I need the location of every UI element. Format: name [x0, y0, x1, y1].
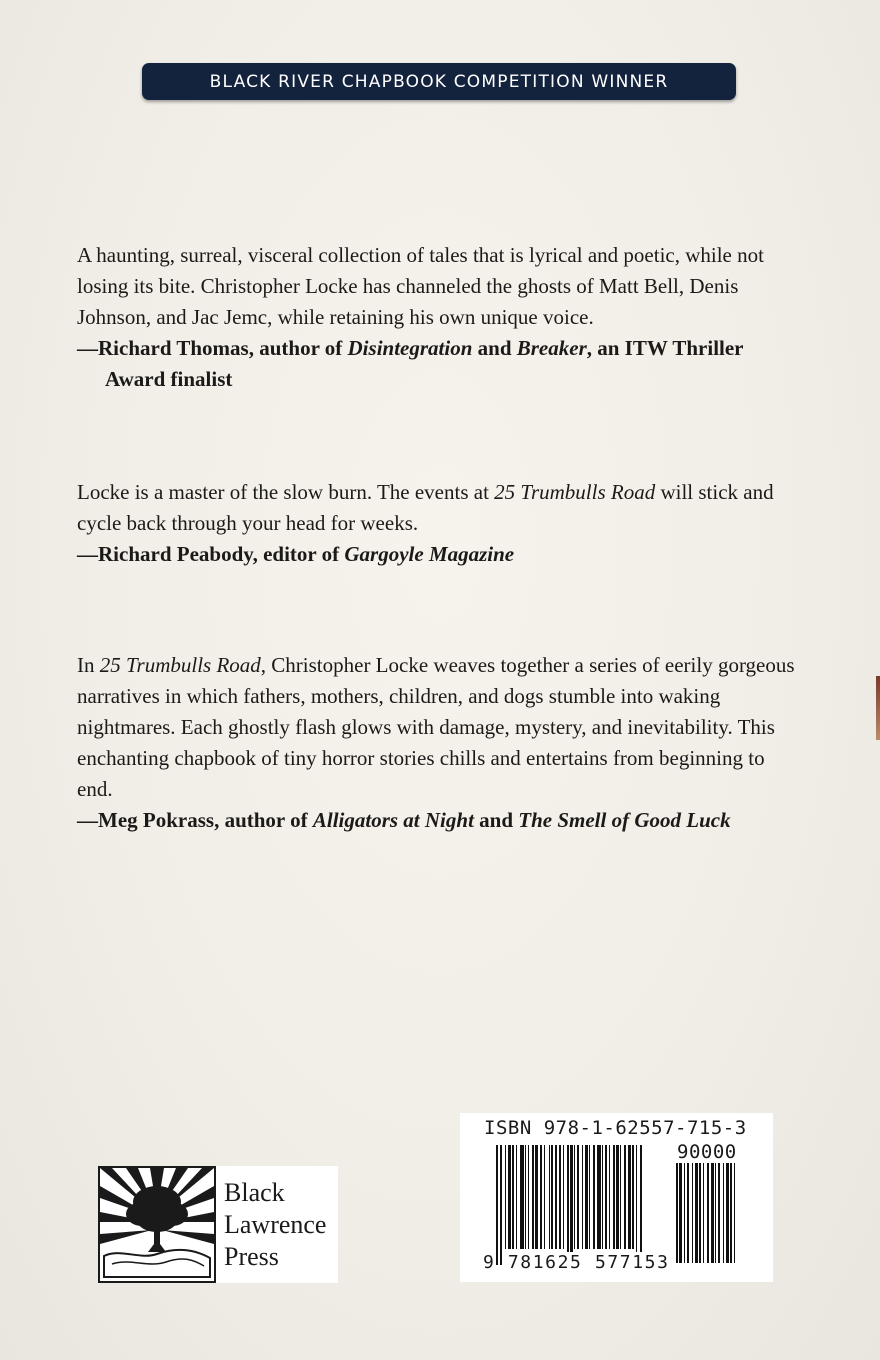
- barcode-bar: [589, 1145, 590, 1249]
- barcode-bar: [549, 1145, 550, 1249]
- barcode-bar: [723, 1163, 724, 1263]
- barcode-bar: [559, 1145, 561, 1249]
- barcode-bar: [624, 1145, 626, 1249]
- publisher-name-line: Black: [224, 1178, 285, 1207]
- barcode-bar: [582, 1145, 583, 1249]
- barcode-bar: [730, 1163, 732, 1263]
- quote-text: , Christopher Locke weaves together a series of eerily gorgeous narratives in which fathers, mothers, children, and dogs stumble into waking nightmares. Each ghostly flash glows with damage, mystery, and inevitability. This enchanting chapbook of tiny horror stories chills and entertains from beginning to end.: [77, 653, 795, 801]
- blurb-meg-pokrass: [77, 650, 803, 836]
- barcode-bar: [512, 1145, 514, 1249]
- publisher-name: [216, 1166, 326, 1283]
- isbn-barcode: [460, 1113, 773, 1282]
- barcode-bar: [699, 1163, 701, 1263]
- book-title: Breaker: [516, 336, 587, 360]
- magazine-title: Gargoyle Magazine: [344, 542, 515, 566]
- barcode-bar: [695, 1163, 698, 1263]
- barcode-bar: [632, 1145, 634, 1249]
- blurb-quote: A haunting, surreal, visceral collection of tales that is lyrical and poetic, while not losing its bite. Christopher Locke has channeled the ghosts of Matt Bell, Denis Johnson, and Jac Jemc, while retaining his own unique voice.: [77, 243, 764, 329]
- blurb-attribution: [77, 805, 803, 836]
- barcode-bar: [676, 1163, 678, 1263]
- book-title: Disintegration: [347, 336, 473, 360]
- barcode-bar: [628, 1145, 631, 1249]
- blurb-attribution: [77, 539, 803, 570]
- blurb-quote: [77, 650, 803, 805]
- barcode-bar: [640, 1145, 642, 1265]
- barcode-bar: [516, 1145, 517, 1249]
- barcode-bar: [540, 1145, 542, 1249]
- quote-text: will stick and cycle back through your head for weeks.: [77, 480, 774, 535]
- ean-digit-group: 577153: [594, 1252, 670, 1273]
- barcode-bar: [577, 1145, 579, 1249]
- barcode-bar: [528, 1145, 529, 1249]
- attribution-author: —Meg Pokrass, author of: [77, 808, 313, 832]
- barcode-bar: [715, 1163, 716, 1263]
- blurb-richard-thomas: [77, 240, 803, 395]
- publisher-name-line: Press: [224, 1242, 279, 1271]
- barcode-bar: [726, 1163, 729, 1263]
- barcode-bar: [707, 1163, 709, 1263]
- publisher-logo: [98, 1166, 338, 1283]
- barcode-bar: [496, 1145, 498, 1265]
- attribution-conjunction: and: [472, 336, 517, 360]
- book-title: The Smell of Good Luck: [518, 808, 731, 832]
- attribution-note: , an ITW Thriller Award finalist: [105, 336, 744, 391]
- attribution-conjunction: and: [473, 808, 519, 832]
- barcode-bar: [679, 1163, 682, 1263]
- ean-barcode-bars: [496, 1145, 668, 1267]
- barcode-bar: [535, 1145, 538, 1249]
- barcode-bar: [532, 1145, 534, 1249]
- award-banner: [142, 63, 736, 100]
- barcode-bar: [570, 1145, 573, 1265]
- barcode-bar: [616, 1145, 619, 1249]
- barcode-bar: [718, 1163, 720, 1263]
- ean-digits: [483, 1252, 670, 1273]
- barcode-bar: [597, 1145, 601, 1249]
- publisher-name-line: Lawrence: [224, 1210, 327, 1239]
- addon-barcode-bars: [676, 1163, 756, 1267]
- attribution-author: —Richard Thomas, author of: [77, 336, 348, 360]
- blurb-attribution: [77, 333, 803, 395]
- award-banner-text: BLACK RIVER CHAPBOOK COMPETITION WINNER: [209, 71, 669, 92]
- barcode-bar: [520, 1145, 524, 1249]
- barcode-bar: [505, 1145, 506, 1249]
- barcode-bar: [613, 1145, 615, 1249]
- blurb-quote: [77, 477, 803, 539]
- cover-edge-accent: [876, 676, 880, 740]
- barcode-bar: [551, 1145, 553, 1249]
- barcode-bar: [585, 1145, 588, 1249]
- isbn-number: ISBN 978-1-62557-715-3: [484, 1117, 747, 1139]
- barcode-bar: [567, 1145, 569, 1265]
- barcode-bar: [609, 1145, 610, 1249]
- barcode-bar: [525, 1145, 526, 1249]
- barcode-bar: [692, 1163, 693, 1263]
- barcode-bar: [711, 1163, 714, 1263]
- price-code: 90000: [677, 1141, 737, 1163]
- barcode-bar: [605, 1145, 607, 1249]
- ean-digit-group: 781625: [507, 1252, 583, 1273]
- book-title: 25 Trumbulls Road: [494, 480, 656, 504]
- book-title: Alligators at Night: [312, 808, 474, 832]
- barcode-bar: [563, 1145, 564, 1249]
- barcode-bar: [703, 1163, 704, 1263]
- attribution-author: —Richard Peabody, editor of: [77, 542, 345, 566]
- barcode-bar: [574, 1145, 575, 1249]
- ean-digit-first: 9: [483, 1252, 496, 1273]
- barcode-bar: [687, 1163, 689, 1263]
- barcode-bar: [544, 1145, 545, 1249]
- barcode-bar: [593, 1145, 595, 1249]
- quote-text: In: [77, 653, 100, 677]
- barcode-bar: [684, 1163, 685, 1263]
- barcode-bar: [602, 1145, 603, 1249]
- barcode-bar: [620, 1145, 621, 1249]
- barcode-bar: [636, 1145, 637, 1265]
- book-title: 25 Trumbulls Road: [99, 653, 261, 677]
- barcode-bar: [555, 1145, 557, 1249]
- tree-sunburst-icon: [98, 1166, 216, 1283]
- barcode-bar: [734, 1163, 735, 1263]
- quote-text: Locke is a master of the slow burn. The events at: [77, 480, 495, 504]
- barcode-bar: [508, 1145, 511, 1249]
- blurb-richard-peabody: [77, 477, 803, 570]
- barcode-bar: [500, 1145, 502, 1265]
